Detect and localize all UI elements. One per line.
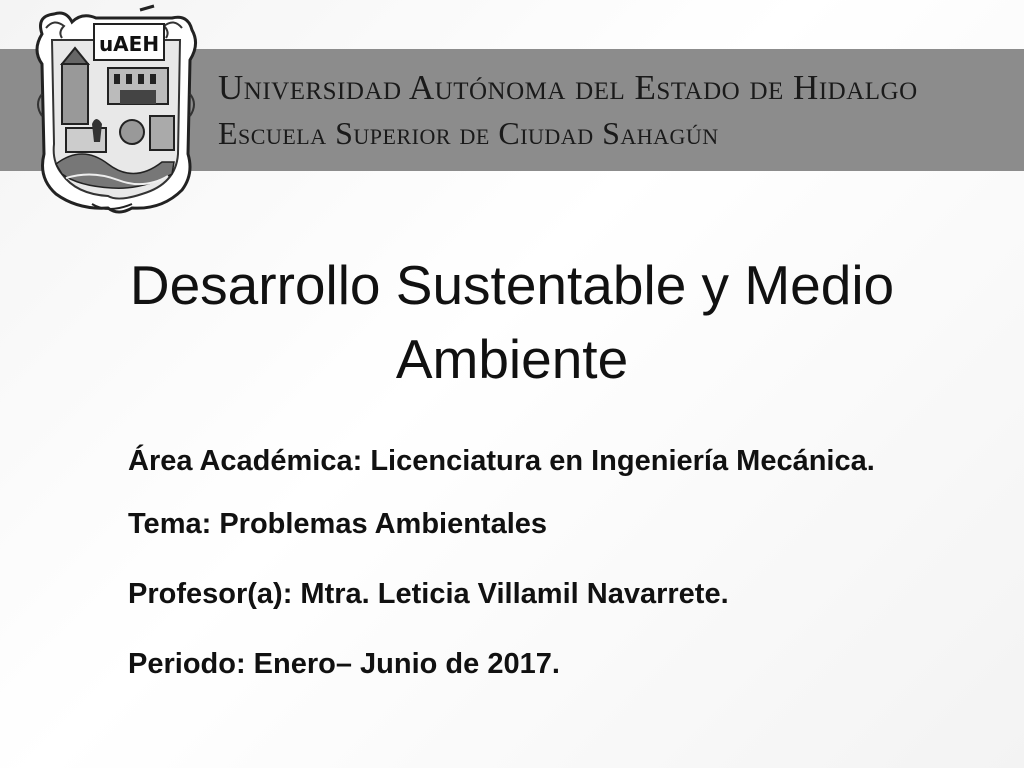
title-line-1: Desarrollo Sustentable y Medio — [129, 254, 895, 316]
title-line-2: Ambiente — [395, 328, 629, 390]
logo-text: uAEH — [98, 32, 160, 56]
school-name: Escuela Superior de Ciudad Sahagún — [218, 115, 719, 151]
slide-title — [40, 248, 984, 396]
topic: Tema: Problemas Ambientales — [128, 508, 548, 540]
period: Periodo: Enero– Junio de 2017. — [128, 648, 560, 680]
uaeh-coat-of-arms-icon — [22, 4, 202, 218]
university-name: Universidad Autónoma del Estado de Hidalgo — [218, 68, 918, 107]
academic-area: Área Académica: Licenciatura en Ingeniería Mecánica. — [128, 445, 875, 477]
info-block — [128, 432, 948, 684]
header-text — [218, 66, 1018, 154]
professor: Profesor(a): Mtra. Leticia Villamil Navarrete. — [128, 578, 729, 610]
